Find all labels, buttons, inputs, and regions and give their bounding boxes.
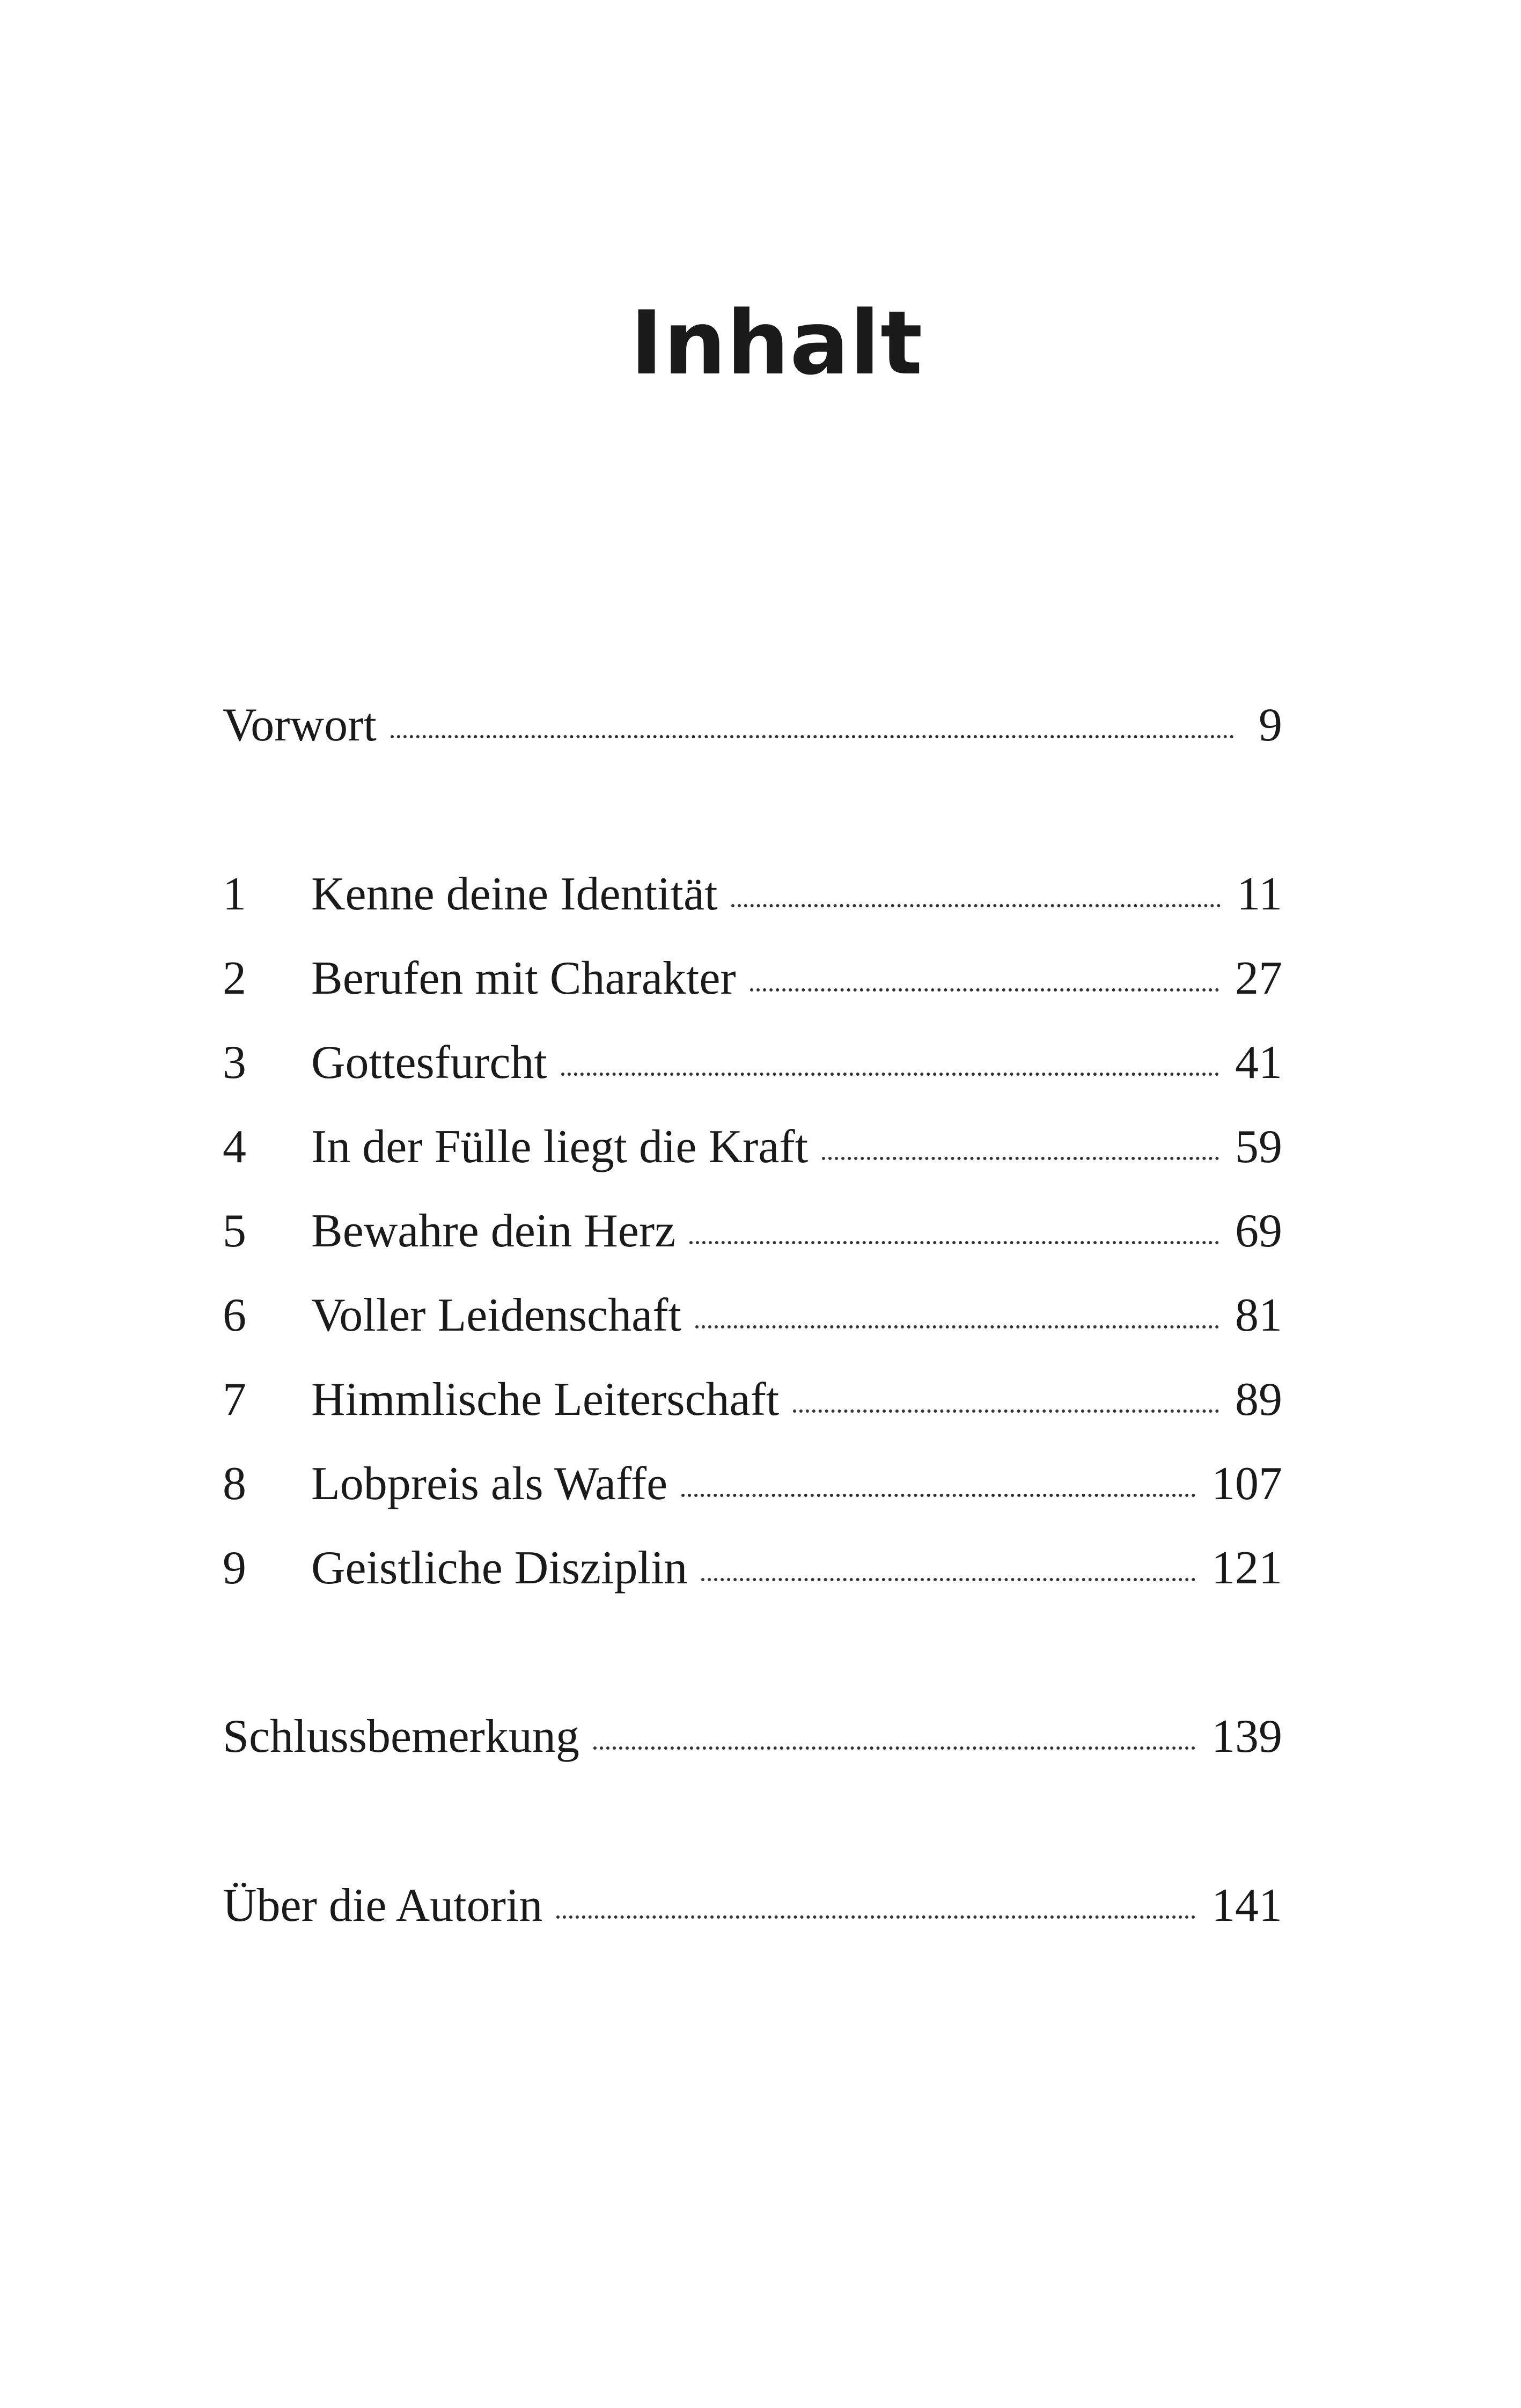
toc-entry-chapter-7[interactable] bbox=[223, 1365, 1282, 1435]
chapter-number: 1 bbox=[223, 868, 246, 920]
page-title: Inhalt bbox=[630, 292, 923, 394]
dot-leader bbox=[561, 1073, 1219, 1076]
dot-leader bbox=[731, 904, 1221, 907]
dot-leader bbox=[556, 1915, 1195, 1919]
toc-entry-page: 11 bbox=[1237, 868, 1282, 920]
toc-entry-label: Geistliche Disziplin bbox=[311, 1542, 688, 1594]
chapter-number: 6 bbox=[223, 1289, 246, 1341]
toc-entry-chapter-6[interactable] bbox=[223, 1281, 1282, 1350]
toc-entry-page: 89 bbox=[1235, 1374, 1282, 1426]
chapter-number: 4 bbox=[223, 1121, 246, 1173]
dot-leader bbox=[822, 1157, 1219, 1160]
dot-leader bbox=[750, 988, 1219, 992]
toc-entry-chapter-9[interactable] bbox=[223, 1533, 1282, 1603]
toc-entry-page: 107 bbox=[1211, 1458, 1282, 1510]
toc-entry-label: Lobpreis als Waffe bbox=[311, 1458, 668, 1510]
dot-leader bbox=[681, 1494, 1195, 1497]
toc-entry-label: Berufen mit Charakter bbox=[311, 952, 736, 1004]
toc-entry-chapter-5[interactable] bbox=[223, 1196, 1282, 1266]
dot-leader bbox=[793, 1409, 1219, 1413]
toc-entry-page: 69 bbox=[1235, 1205, 1282, 1257]
table-of-contents bbox=[223, 0, 1282, 2408]
toc-entry-label: Voller Leidenschaft bbox=[311, 1289, 681, 1341]
toc-entry-page: 9 bbox=[1259, 699, 1282, 751]
toc-entry-label: Bewahre dein Herz bbox=[311, 1205, 676, 1257]
toc-entry-label: Schlussbemerkung bbox=[223, 1710, 579, 1763]
chapter-number: 5 bbox=[223, 1205, 246, 1257]
toc-entry-vorwort[interactable] bbox=[223, 691, 1282, 760]
toc-entry-page: 81 bbox=[1235, 1289, 1282, 1341]
toc-entry-page: 59 bbox=[1235, 1121, 1282, 1173]
dot-leader bbox=[593, 1746, 1195, 1750]
toc-entry-page: 41 bbox=[1235, 1037, 1282, 1089]
toc-entry-label: Vorwort bbox=[223, 699, 377, 751]
chapter-number: 3 bbox=[223, 1037, 246, 1089]
toc-entry-label: In der Fülle liegt die Kraft bbox=[311, 1121, 809, 1173]
toc-entry-page: 139 bbox=[1211, 1710, 1282, 1763]
toc-entry-chapter-8[interactable] bbox=[223, 1449, 1282, 1519]
toc-entry-chapter-2[interactable] bbox=[223, 944, 1282, 1014]
dot-leader bbox=[701, 1578, 1195, 1581]
dot-leader bbox=[391, 735, 1234, 738]
toc-entry-label: Über die Autorin bbox=[223, 1880, 543, 1932]
toc-entry-label: Himmlische Leiterschaft bbox=[311, 1374, 780, 1426]
toc-entry-page: 27 bbox=[1235, 952, 1282, 1004]
chapter-number: 9 bbox=[223, 1542, 246, 1594]
toc-entry-page: 121 bbox=[1211, 1542, 1282, 1594]
dot-leader bbox=[695, 1325, 1219, 1328]
toc-entry-chapter-4[interactable] bbox=[223, 1112, 1282, 1182]
toc-entry-ueber-die-autorin[interactable] bbox=[223, 1871, 1282, 1941]
dot-leader bbox=[689, 1241, 1219, 1244]
toc-entry-chapter-3[interactable] bbox=[223, 1028, 1282, 1098]
chapter-number: 2 bbox=[223, 952, 246, 1004]
toc-entry-label: Gottesfurcht bbox=[311, 1037, 547, 1089]
chapter-number: 7 bbox=[223, 1374, 246, 1426]
toc-entry-chapter-1[interactable] bbox=[223, 860, 1282, 929]
toc-entry-label: Kenne deine Identität bbox=[311, 868, 718, 920]
toc-entry-schlussbemerkung[interactable] bbox=[223, 1702, 1282, 1772]
chapter-number: 8 bbox=[223, 1458, 246, 1510]
toc-entry-page: 141 bbox=[1211, 1880, 1282, 1932]
